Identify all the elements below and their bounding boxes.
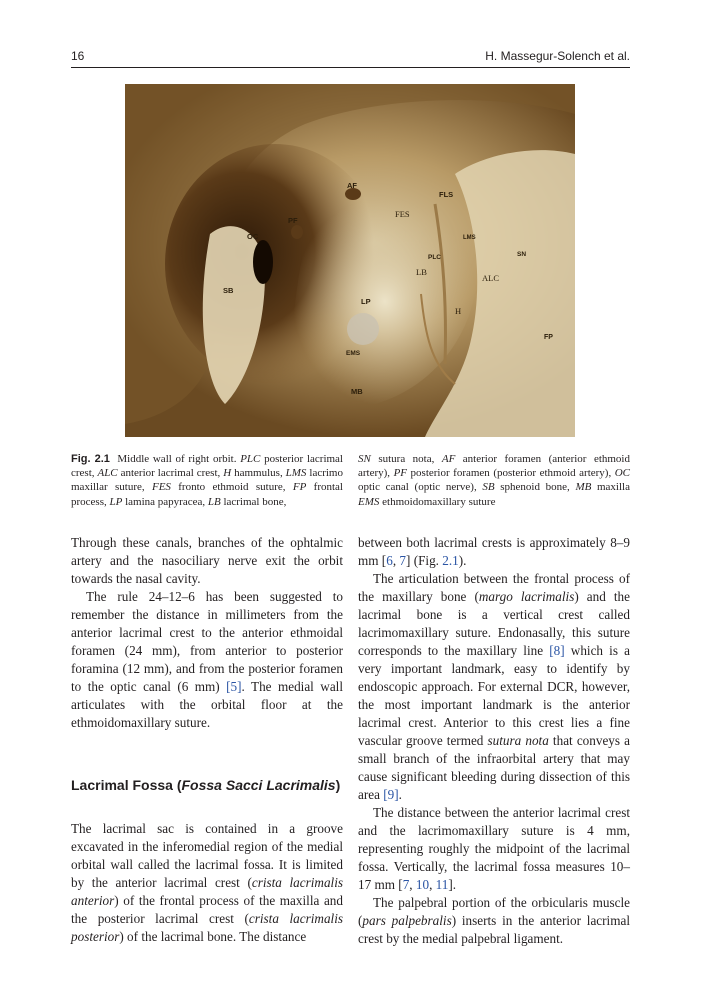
label-plc: PLC [428, 254, 441, 261]
running-header [71, 49, 630, 67]
label-af: AF [347, 181, 357, 190]
label-pf: PF [288, 216, 298, 225]
label-fes: FES [395, 209, 410, 219]
label-ems: EMS [346, 350, 361, 357]
paragraph: The rule 24–12–6 has been suggested to remember the distance in millimeters from the anterior lacrimal crest to the anterior ethmoidal foramen (24 mm), from anterior to posterior foramina (12 mm), and from the posterior foramen to the optic canal (6 mm) [5]. The medial wall articulates with the orbital floor at the ethmoidomaxillary suture. [71, 589, 344, 730]
caption-text-left: Middle wall of right orbit. PLC posterior lacrimal crest, ALC anterior lacrimal crest, H hammulus, LMS lacrimo maxillar suture, FES fronto ethmoid suture, FP frontal process, LP lamina papyracea, LB lacrimal bone, [71, 453, 343, 508]
paragraph: The articulation between the frontal process of the maxillary bone (margo lacrimalis) and the lacrimal bone is a vertical crest called lacrimomaxillary suture. Endonasally, this suture corresponds to the maxillary line [8] which is a very important landmark, easy to identify by endoscopic approach. For external DCR, however, the most important landmark is the anterior lacrimal crest. Anterior to this crest lies a fine vascular groove termed sutura nota that conveys a small branch of the infraorbital artery that may cause significant bleeding during dissection of this area [9]. [358, 571, 631, 802]
body-column-right [358, 534, 630, 948]
label-fp: FP [544, 334, 553, 341]
figure-label: Fig. 2.1 [71, 453, 110, 465]
label-alc: ALC [482, 273, 499, 283]
orbit-illustration [125, 84, 575, 437]
label-sn: SN [517, 251, 527, 258]
paragraph: The distance between the anterior lacrimal crest and the lacrimomaxillary suture is 4 mm, representing roughly the midpoint of the lacrimal fossa. Vertically, the lacrimal fossa measures 10–17 mm [7, 10, 11]. [358, 805, 630, 892]
label-lp: LP [361, 297, 371, 306]
paragraph: The palpebral portion of the orbicularis muscle (pars palpebralis) inserts in the anterior lacrimal crest by the medial palpebral ligament. [358, 895, 630, 946]
label-h: H [455, 306, 462, 316]
figure-caption-right: SN sutura nota, AF anterior foramen (anterior ethmoid artery), PF posterior foramen (posterior ethmoid artery), OC optic canal (optic nerve), SB sphenoid bone, MB maxilla EMS ethmoidomaxillary suture [358, 453, 631, 508]
label-lb: LB [416, 267, 427, 277]
running-authors: H. Massegur-Solench et al. [485, 49, 630, 63]
paragraph: The lacrimal sac is contained in a groove excavated in the inferomedial region of the medial orbital wall called the lacrimal fossa. It is limited by the anterior lacrimal crest (crista lacrimalis anterior) of the frontal process of the maxilla and the posterior lacrimal crest (crista lacrimalis posterior) of the lacrimal bone. The distance [71, 821, 343, 944]
label-fls: FLS [439, 190, 454, 199]
label-oc: OC [247, 232, 259, 241]
page-number: 16 [71, 49, 85, 63]
section-heading: Lacrimal Fossa (Fossa Sacci Lacrimalis) [71, 777, 341, 793]
label-mb: MB [351, 387, 363, 396]
label-lms: LMS [463, 235, 476, 241]
label-sb: SB [223, 286, 234, 295]
paragraph: Through these canals, branches of the ophtalmic artery and the nasociliary nerve exit the orbit towards the nasal cavity. [71, 535, 343, 586]
paragraph: between both lacrimal crests is approximately 8–9 mm [6, 7] (Fig. 2.1). [358, 535, 630, 568]
figure-caption-left [71, 452, 343, 509]
orbit-photograph [125, 84, 575, 437]
header-rule [71, 67, 630, 68]
body-column-left [71, 534, 343, 946]
